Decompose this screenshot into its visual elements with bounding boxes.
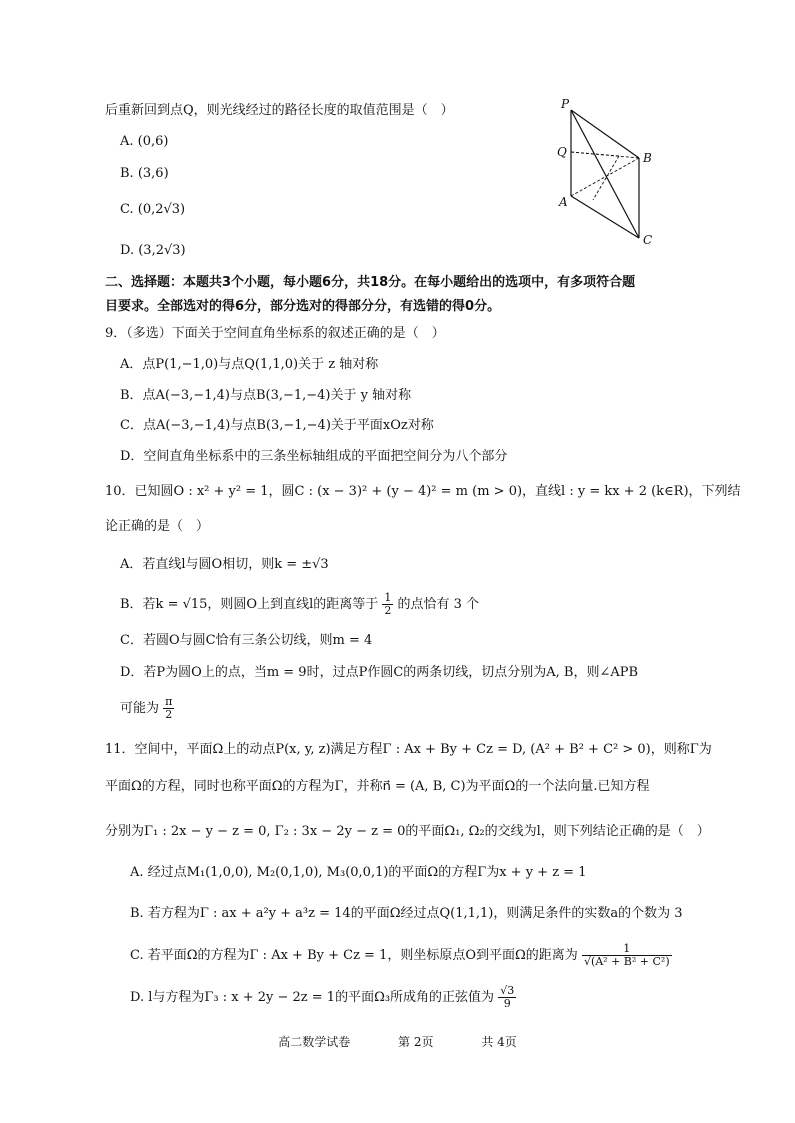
footer-page: 第 2页 [398,1035,434,1049]
label-p: P [561,97,570,111]
q10-stem-line2: 论正确的是（ ） [105,519,210,534]
q8-option-b: B. (3,6) [120,166,169,181]
page-footer [0,1033,795,1050]
geometry-figure [555,96,665,256]
footer-title: 高二数学试卷 [278,1035,351,1049]
fraction-numerator: 1 [384,591,392,604]
fraction-denominator: 2 [165,708,173,721]
fraction-denominator: 2 [384,604,392,617]
q10-option-b-text: B．若k = √15，则圆O上到直线l的距离等于 [120,597,379,612]
fraction-distance [582,943,672,968]
q10-stem-line1: 10．已知圆O : x² + y² = 1，圆C : (x − 3)² + (y − 4)² = m (m > 0)，直线l : y = kx + 2 (k∈R)，下列结 [105,484,741,499]
q8-option-a: A. (0,6) [120,134,169,149]
q10-option-d-text: 可能为 [120,701,160,716]
q11-stem-line1: 11．空间中，平面Ω上的动点P(x, y, z)满足方程Γ : Ax + By + Cz = D, (A² + B² + C² > 0)，则称Γ为 [105,742,712,757]
intro-line: 后重新回到点Q，则光线经过的路径长度的取值范围是（ ） [105,103,454,118]
fraction-one-half [382,592,393,617]
fraction-denominator: √(A² + B² + C²) [583,955,670,968]
fraction-pi-half [163,696,174,721]
q10-option-a: A．若直线l与圆O相切，则k = ±√3 [120,557,329,572]
q11-option-d [130,985,516,1010]
q11-stem-line3: 分别为Γ₁ : 2x − y − z = 0, Γ₂ : 3x − 2y − z = 0的平面Ω₁, Ω₂的交线为l，则下列结论正确的是（ ） [105,824,710,839]
label-a: A [559,195,568,209]
section2-line1: 二、选择题：本题共3个小题，每小题6分，共18分。在每小题给出的选项中，有多项符合题 [105,275,636,290]
q9-option-a: A．点P(1,−1,0)与点Q(1,1,0)关于 z 轴对称 [120,357,379,372]
fraction-numerator: π [165,695,173,708]
q10-option-d-line1: D．若P为圆O上的点，当m = 9时，过点P作圆C的两条切线，切点分别为A, B，则∠APB [120,665,639,680]
q9-option-c: C．点A(−3,−1,4)与点B(3,−1,−4)关于平面xOz对称 [120,418,434,433]
q9-option-b: B．点A(−3,−1,4)与点B(3,−1,−4)关于 y 轴对称 [120,388,412,403]
q10-option-c: C．若圆O与圆C恰有三条公切线，则m = 4 [120,633,373,648]
fraction-numerator: √3 [500,984,515,997]
fraction-denominator: 9 [503,997,511,1010]
label-c: C [643,233,653,247]
q10-option-d-line2 [120,696,174,721]
q11-stem-line2: 平面Ω的方程，同时也称平面Ω的方程为Γ，并称n⃗ = (A, B, C)为平面Ω的一个法向量.已知方程 [105,779,650,794]
footer-total: 共 4页 [481,1035,517,1049]
q10-option-b-tail: 的点恰有 3 个 [397,597,480,612]
q8-option-d: D. (3,2√3) [120,243,186,258]
q8-option-c: C. (0,2√3) [120,202,186,217]
label-b: B [643,151,652,165]
q11-option-c-text: C. 若平面Ω的方程为Γ : Ax + By + Cz = 1，则坐标原点O到平面Ω的距离为 [130,948,578,963]
q11-option-a: A. 经过点M₁(1,0,0), M₂(0,1,0), M₃(0,0,1)的平面Ω的方程Γ为x + y + z = 1 [130,865,587,880]
q11-option-d-text: D. l与方程为Γ₃ : x + 2y − 2z = 1的平面Ω₃所成角的正弦值为 [130,990,495,1005]
q10-option-b [120,592,479,617]
q9-option-d: D．空间直角坐标系中的三条坐标轴组成的平面把空间分为八个部分 [120,449,508,464]
fraction-sine [498,985,516,1010]
fraction-numerator: 1 [582,943,672,956]
section2-line2: 目要求。全部选对的得6分，部分选对的得部分分，有选错的得0分。 [105,299,501,314]
q9-stem: 9．（多选）下面关于空间直角坐标系的叙述正确的是（ ） [105,326,445,341]
q11-option-b: B. 若方程为Γ : ax + a²y + a³z = 14的平面Ω经过点Q(1,1,1)，则满足条件的实数a的个数为 3 [130,906,683,921]
label-q: Q [557,145,567,159]
q11-option-c [130,943,672,968]
